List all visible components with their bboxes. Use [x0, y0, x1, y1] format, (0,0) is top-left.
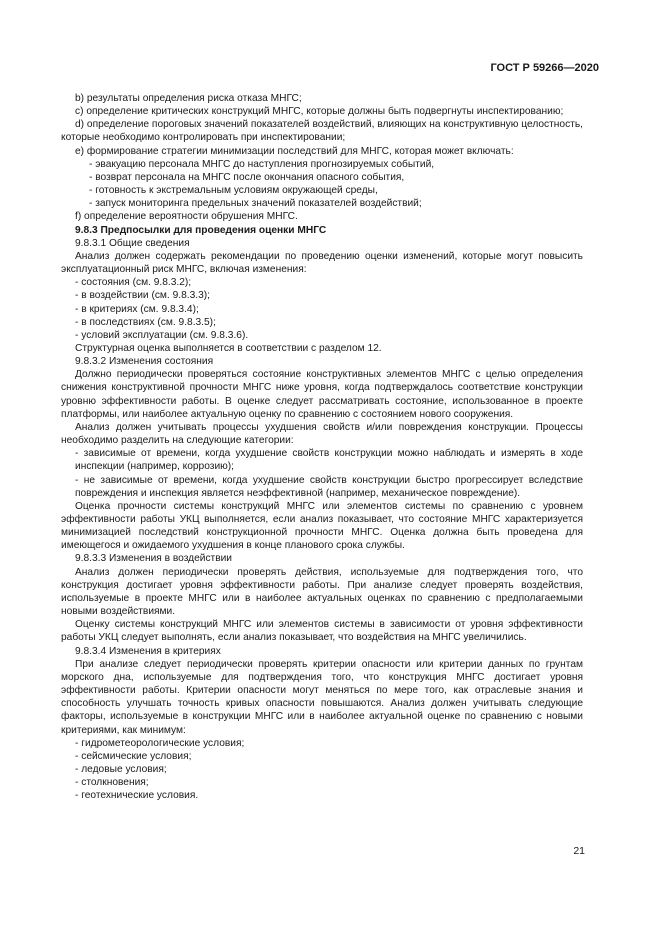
- list-item: - в критериях (см. 9.8.3.4);: [75, 303, 199, 315]
- list-item: - зависимые от времени, когда ухудшение свойств конструкции можно наблюдать и измерять в ходе инспекции (например, коррозию);: [75, 448, 583, 473]
- list-item: - возврат персонала на МНГС после окончания опасного события,: [89, 171, 405, 183]
- paragraph: f) определение вероятности обрушения МНГС.: [75, 211, 298, 223]
- list-item: - ледовые условия;: [75, 763, 167, 775]
- document-code: ГОСТ Р 59266—2020: [490, 62, 599, 74]
- list-item: - запуск мониторинга предельных значений показателей воздействий;: [89, 198, 422, 210]
- list-item: - сейсмические условия;: [75, 750, 192, 762]
- page-number: 21: [573, 845, 585, 857]
- paragraph: Анализ должен учитывать процессы ухудшения свойств и/или повреждения конструкции. Процессы необходимо разделить на следующие категории:: [61, 421, 583, 447]
- paragraph: 9.8.3.1 Общие сведения: [75, 237, 190, 249]
- paragraph: c) определение критических конструкций МНГС, которые должны быть подвергнуты инспектированию;: [75, 106, 564, 118]
- paragraph: 9.8.3.4 Изменения в критериях: [75, 645, 221, 657]
- list-item: - состояния (см. 9.8.3.2);: [75, 277, 192, 289]
- paragraph: d) определение пороговых значений показателей воздействий, влияющих на конструктивную целостность, которые необходимо контролировать при инспектировании;: [61, 119, 583, 144]
- list-item: - геотехнические условия.: [75, 790, 199, 802]
- list-item: - эвакуацию персонала МНГС до наступления прогнозируемых событий,: [89, 158, 435, 170]
- list-item: - в воздействии (см. 9.8.3.3);: [75, 290, 210, 302]
- list-item: - гидрометеорологические условия;: [75, 737, 245, 749]
- list-item: - готовность к экстремальным условиям окружающей среды,: [89, 185, 378, 197]
- document-body: [61, 92, 583, 802]
- paragraph: Оценка прочности системы конструкций МНГС или элементов системы по сравнению с уровнем эффективности работы УКЦ выполняется, если анализ показывает, что состояние МНГС характеризуется минимизацией последствий конструкционной прочности МНГС. Оценка должна быть проведена для имеющегося и ожидаемого ухудшения в конце планового срока службы.: [61, 500, 583, 552]
- paragraph: Структурная оценка выполняется в соответствии с разделом 12.: [75, 342, 382, 354]
- list-item: - условий эксплуатации (см. 9.8.3.6).: [75, 329, 249, 341]
- paragraph: Анализ должен периодически проверять действия, используемые для подтверждения того, что конструкция достигает уровня эффективности работы. При анализе следует проверять воздействия, используемые в проекте МНГС или в наиболее актуальных оценках по сравнению с предполагаемыми новыми воздействиями.: [61, 566, 583, 618]
- paragraph: e) формирование стратегии минимизации последствий для МНГС, которая может включать:: [75, 145, 514, 157]
- paragraph: 9.8.3.3 Изменения в воздействии: [75, 553, 232, 565]
- paragraph: При анализе следует периодически проверять критерии опасности или критерии данных по грунтам морского дна, используемые для подтверждения того, что конструкция МНГС достигает уровня эффективности работы. Критерии опасности могут меняться по мере того, как отраслевые знания и способность улучшать точность кривых опасности повышаются. Анализ должен учитывать следующие факторы, используемые в конструкции МНГС или в наиболее актуальной оценке по сравнению с новыми критериями, как минимум:: [61, 658, 583, 736]
- paragraph: Должно периодически проверяться состояние конструктивных элементов МНГС с целью определения снижения конструктивной прочности МНГС ниже уровня, когда подтверждалось соответствие конструкции уровню эффективности работы. В оценке следует рассматривать состояние, использованное в проекте платформы, или наиболее актуальную оценку по сравнению с состоянием нового сооружения.: [61, 369, 583, 420]
- paragraph: b) результаты определения риска отказа МНГС;: [75, 93, 302, 104]
- paragraph: Оценку системы конструкций МНГС или элементов системы в зависимости от уровня эффективности работы УКЦ следует выполнять, если анализ показывает, что воздействия на МНГС увеличились.: [61, 619, 583, 644]
- list-item: - не зависимые от времени, когда ухудшение свойств конструкции быстро прогрессирует вследствие повреждения и инспекция является неэффективной (например, механическое повреждение).: [75, 474, 583, 499]
- paragraph: Анализ должен содержать рекомендации по проведению оценки изменений, которые могут повысить эксплуатационный риск МНГС, включая изменения:: [61, 250, 583, 276]
- section-heading: 9.8.3 Предпосылки для проведения оценки МНГС: [75, 224, 327, 236]
- list-item: - в последствиях (см. 9.8.3.5);: [75, 316, 216, 328]
- paragraph: 9.8.3.2 Изменения состояния: [75, 356, 214, 368]
- list-item: - столкновения;: [75, 777, 149, 789]
